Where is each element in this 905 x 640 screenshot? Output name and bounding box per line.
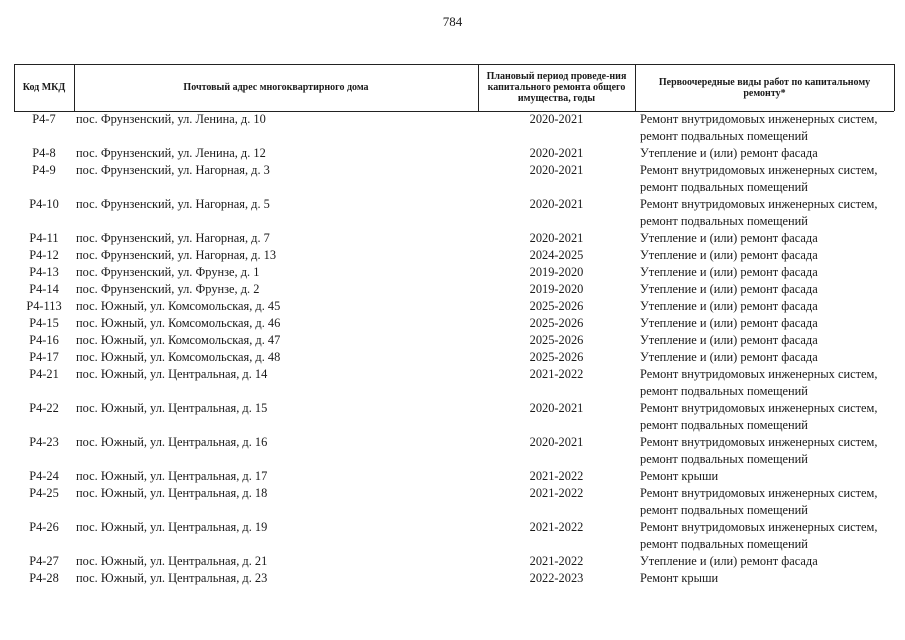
row-period: 2020-2021 [529, 163, 584, 177]
table-row [14, 349, 894, 366]
row-code: Р4-27 [29, 554, 59, 568]
row-code: Р4-12 [29, 248, 59, 262]
row-address: пос. Южный, ул. Центральная, д. 15 [76, 401, 268, 415]
table-row [14, 196, 894, 230]
row-address: пос. Южный, ул. Центральная, д. 17 [76, 469, 268, 483]
row-period: 2021-2022 [529, 486, 584, 500]
row-works: Утепление и (или) ремонт фасада [640, 333, 818, 347]
row-address: пос. Южный, ул. Центральная, д. 23 [76, 571, 268, 585]
table-row [14, 298, 894, 315]
table-row [14, 468, 894, 485]
row-code: Р4-13 [29, 265, 59, 279]
row-works: Ремонт крыши [640, 571, 719, 585]
row-works: Ремонт крыши [640, 469, 719, 483]
row-period: 2020-2021 [529, 197, 584, 211]
row-address: пос. Фрунзенский, ул. Нагорная, д. 3 [76, 163, 270, 177]
row-works: Утепление и (или) ремонт фасада [640, 282, 818, 296]
row-works: Ремонт внутридомовых инженерных систем, ремонт подвальных помещений [640, 401, 878, 432]
row-works: Ремонт внутридомовых инженерных систем, ремонт подвальных помещений [640, 520, 878, 551]
row-code: Р4-22 [29, 401, 59, 415]
row-works: Утепление и (или) ремонт фасада [640, 554, 818, 568]
row-works: Ремонт внутридомовых инженерных систем, ремонт подвальных помещений [640, 367, 878, 398]
row-period: 2021-2022 [529, 367, 584, 381]
row-code: Р4-26 [29, 520, 59, 534]
table-row [14, 434, 894, 468]
table-row [14, 519, 894, 553]
row-code: Р4-10 [29, 197, 59, 211]
table-row [14, 145, 894, 162]
row-code: Р4-21 [29, 367, 59, 381]
column-divider [894, 64, 895, 111]
table-row [14, 315, 894, 332]
row-works: Ремонт внутридомовых инженерных систем, ремонт подвальных помещений [640, 486, 878, 517]
table-row [14, 553, 894, 570]
table-row [14, 111, 894, 145]
table-row [14, 230, 894, 247]
header-code: Код МКД [22, 82, 66, 93]
row-code: Р4-7 [32, 112, 56, 126]
row-works: Ремонт внутридомовых инженерных систем, ремонт подвальных помещений [640, 163, 878, 194]
row-works: Ремонт внутридомовых инженерных систем, ремонт подвальных помещений [640, 435, 878, 466]
row-address: пос. Южный, ул. Центральная, д. 19 [76, 520, 268, 534]
row-address: пос. Южный, ул. Центральная, д. 16 [76, 435, 268, 449]
table-row [14, 281, 894, 298]
table-row [14, 366, 894, 400]
row-works: Утепление и (или) ремонт фасада [640, 316, 818, 330]
table-row [14, 400, 894, 434]
row-code: Р4-113 [26, 299, 62, 313]
row-works: Утепление и (или) ремонт фасада [640, 299, 818, 313]
row-period: 2025-2026 [529, 316, 584, 330]
row-works: Утепление и (или) ремонт фасада [640, 265, 818, 279]
row-period: 2021-2022 [529, 469, 584, 483]
row-period: 2020-2021 [529, 146, 584, 160]
header-address: Почтовый адрес многоквартирного дома [183, 82, 369, 93]
row-works: Утепление и (или) ремонт фасада [640, 350, 818, 364]
table-row [14, 485, 894, 519]
row-period: 2019-2020 [529, 265, 584, 279]
row-code: Р4-16 [29, 333, 59, 347]
table-row [14, 332, 894, 349]
row-period: 2020-2021 [529, 435, 584, 449]
row-address: пос. Фрунзенский, ул. Фрунзе, д. 2 [76, 282, 260, 296]
row-address: пос. Южный, ул. Центральная, д. 21 [76, 554, 268, 568]
table-row [14, 264, 894, 281]
row-code: Р4-9 [32, 163, 56, 177]
row-works: Утепление и (или) ремонт фасада [640, 248, 818, 262]
header-period: Плановый период проведе-ния капитального ремонта общего имущества, годы [486, 71, 627, 104]
row-code: Р4-23 [29, 435, 59, 449]
row-address: пос. Фрунзенский, ул. Ленина, д. 10 [76, 112, 266, 126]
row-works: Утепление и (или) ремонт фасада [640, 231, 818, 245]
row-code: Р4-17 [29, 350, 59, 364]
row-address: пос. Фрунзенский, ул. Ленина, д. 12 [76, 146, 266, 160]
row-period: 2020-2021 [529, 231, 584, 245]
row-period: 2020-2021 [529, 112, 584, 126]
row-code: Р4-15 [29, 316, 59, 330]
header-works: Первоочередные виды работ по капитальному ремонту* [658, 76, 871, 99]
row-period: 2022-2023 [529, 571, 584, 585]
row-code: Р4-25 [29, 486, 59, 500]
row-address: пос. Южный, ул. Центральная, д. 18 [76, 486, 268, 500]
row-code: Р4-11 [29, 231, 59, 245]
row-code: Р4-24 [29, 469, 59, 483]
table-row [14, 247, 894, 264]
row-address: пос. Южный, ул. Комсомольская, д. 46 [76, 316, 281, 330]
row-works: Ремонт внутридомовых инженерных систем, ремонт подвальных помещений [640, 112, 878, 143]
row-address: пос. Южный, ул. Центральная, д. 14 [76, 367, 268, 381]
table-row [14, 162, 894, 196]
row-address: пос. Фрунзенский, ул. Нагорная, д. 13 [76, 248, 277, 262]
row-address: пос. Фрунзенский, ул. Нагорная, д. 7 [76, 231, 270, 245]
row-code: Р4-8 [32, 146, 56, 160]
row-address: пос. Фрунзенский, ул. Фрунзе, д. 1 [76, 265, 260, 279]
table-row [14, 570, 894, 587]
row-address: пос. Южный, ул. Комсомольская, д. 45 [76, 299, 281, 313]
row-code: Р4-28 [29, 571, 59, 585]
row-address: пос. Фрунзенский, ул. Нагорная, д. 5 [76, 197, 270, 211]
row-works: Ремонт внутридомовых инженерных систем, ремонт подвальных помещений [640, 197, 878, 228]
row-address: пос. Южный, ул. Комсомольская, д. 48 [76, 350, 281, 364]
row-works: Утепление и (или) ремонт фасада [640, 146, 818, 160]
table-body [14, 111, 894, 587]
row-period: 2025-2026 [529, 350, 584, 364]
row-period: 2025-2026 [529, 299, 584, 313]
row-address: пос. Южный, ул. Комсомольская, д. 47 [76, 333, 281, 347]
row-period: 2021-2022 [529, 554, 584, 568]
page-number: 784 [442, 14, 463, 29]
row-period: 2020-2021 [529, 401, 584, 415]
row-code: Р4-14 [29, 282, 59, 296]
row-period: 2021-2022 [529, 520, 584, 534]
row-period: 2024-2025 [529, 248, 584, 262]
row-period: 2025-2026 [529, 333, 584, 347]
row-period: 2019-2020 [529, 282, 584, 296]
